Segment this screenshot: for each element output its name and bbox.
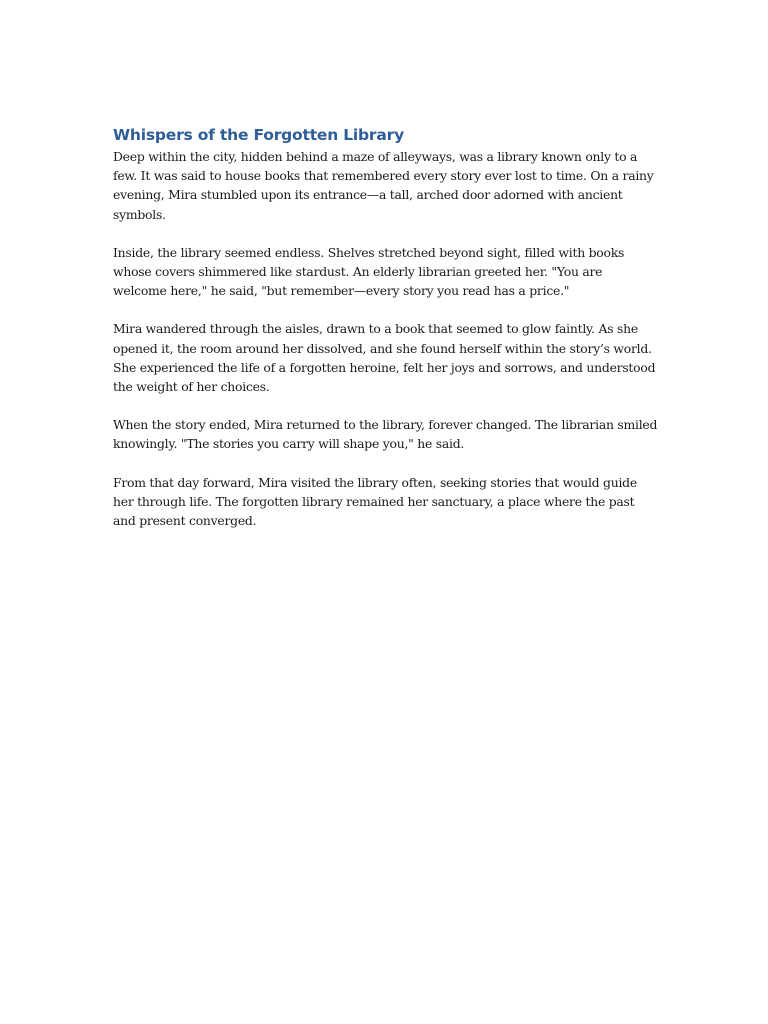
document-title: Whispers of the Forgotten Library bbox=[113, 126, 404, 144]
paragraph-4: When the story ended, Mira returned to the library, forever changed. The librarian smiled knowingly. "The stories you carry will shape you," he said. bbox=[113, 417, 658, 452]
paragraph-5: From that day forward, Mira visited the library often, seeking stories that would guide her through life. The forgotten library remained her sanctuary, a place where the past and present converged. bbox=[113, 474, 637, 529]
paragraph-1: Deep within the city, hidden behind a maze of alleyways, was a library known only to a few. It was said to house books that remembered every story ever lost to time. On a rainy evening, Mira stumbled upon its entrance—a tall, arched door adorned with ancient symbols. bbox=[113, 149, 654, 222]
document-body bbox=[113, 125, 658, 549]
paragraph-2: Inside, the library seemed endless. Shelves stretched beyond sight, filled with books whose covers shimmered like stardust. An elderly librarian greeted her. "You are welcome here," he said, "but remember—every story you read has a price." bbox=[113, 244, 625, 299]
paragraph-3: Mira wandered through the aisles, drawn to a book that seemed to glow faintly. As she opened it, the room around her dissolved, and she found herself within the story’s world. She experienced the life of a forgotten heroine, felt her joys and sorrows, and understood the weight of her choices. bbox=[113, 321, 656, 395]
